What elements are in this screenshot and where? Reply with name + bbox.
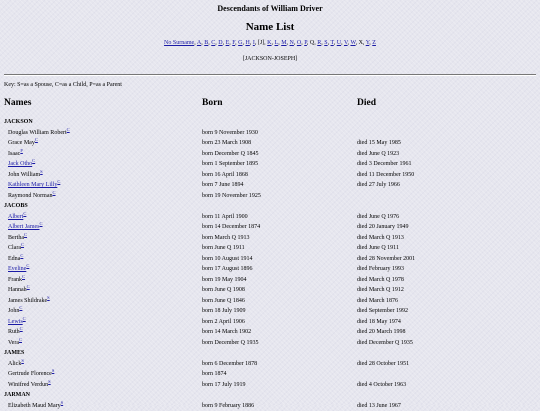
person-name: Gertrude Florence <box>8 371 52 377</box>
surname-heading: JARMAN <box>0 390 540 401</box>
alpha-nav-j: [J] <box>258 40 264 46</box>
born-cell: born 11 April 1900 <box>202 212 248 223</box>
table-row <box>0 264 540 275</box>
alpha-nav-d[interactable]: D <box>218 40 222 46</box>
person-name-cell <box>8 159 35 170</box>
alpha-nav-separator: , <box>348 40 351 46</box>
table-row <box>0 401 540 411</box>
table-row <box>0 359 540 370</box>
alpha-nav-z[interactable]: Z <box>372 40 376 46</box>
alpha-nav-u[interactable]: U <box>337 40 341 46</box>
person-name[interactable]: Lewis <box>8 319 23 325</box>
born-cell: born 1 September 1895 <box>202 159 258 170</box>
role-link[interactable]: C <box>21 242 24 247</box>
died-cell: died 20 March 1998 <box>357 327 406 338</box>
person-name-cell <box>8 128 70 139</box>
alpha-nav-a[interactable]: A <box>197 40 201 46</box>
role-link[interactable]: C <box>19 337 22 342</box>
role-link[interactable]: C <box>67 127 70 132</box>
died-cell: died 20 January 1949 <box>357 222 409 233</box>
person-name: Frank <box>8 277 22 283</box>
died-cell: died 28 October 1951 <box>357 359 409 370</box>
alpha-nav-separator: , <box>194 40 197 46</box>
person-name: Edna <box>8 256 20 262</box>
alpha-nav-e[interactable]: E <box>226 40 230 46</box>
died-cell: died June Q 1923 <box>357 149 399 160</box>
died-cell: died 3 December 1961 <box>357 159 411 170</box>
alpha-nav-y[interactable]: Y <box>366 40 370 46</box>
alpha-nav-separator: , <box>301 40 304 46</box>
person-name: John <box>8 308 19 314</box>
born-cell: born 14 March 1902 <box>202 327 251 338</box>
role-link[interactable]: S <box>52 368 55 373</box>
alpha-nav-separator: , <box>278 40 281 46</box>
person-name-cell <box>8 233 27 244</box>
table-row <box>0 285 540 296</box>
born-cell: born December Q 1845 <box>202 149 258 160</box>
alpha-nav-x: X <box>359 40 363 46</box>
born-cell: born 19 May 1904 <box>202 275 247 286</box>
table-row <box>0 191 540 202</box>
person-name: John William <box>8 172 40 178</box>
alpha-nav-o[interactable]: O <box>297 40 301 46</box>
person-name: Winifred Verdun <box>8 382 48 388</box>
alpha-nav-separator: , <box>341 40 344 46</box>
name-list <box>0 117 540 411</box>
alpha-nav-f[interactable]: F <box>232 40 235 46</box>
table-row <box>0 327 540 338</box>
table-row <box>0 369 540 380</box>
died-cell: died March Q 1912 <box>357 285 404 296</box>
role-link[interactable]: C <box>19 305 22 310</box>
range-label: [JACKSON-JOSEPH] <box>0 56 540 62</box>
person-name-cell <box>8 338 22 349</box>
table-row <box>0 338 540 349</box>
person-name: Ruth <box>8 329 20 335</box>
born-cell: born 18 July 1909 <box>202 306 246 317</box>
person-name: Vera <box>8 340 19 346</box>
alpha-nav-separator: , <box>215 40 218 46</box>
alpha-nav-m[interactable]: M <box>281 40 286 46</box>
person-name-cell <box>8 401 63 411</box>
alpha-nav-separator: , <box>229 40 232 46</box>
person-name: Douglas William Robert <box>8 130 67 136</box>
person-name-cell <box>8 285 30 296</box>
alpha-nav-separator: , <box>272 40 275 46</box>
column-headers <box>0 98 540 110</box>
born-cell: born 7 June 1894 <box>202 180 244 191</box>
died-cell: died December Q 1935 <box>357 338 413 349</box>
role-link[interactable]: C <box>20 326 23 331</box>
died-cell: died 11 December 1950 <box>357 170 414 181</box>
died-cell: died 4 October 1963 <box>357 380 406 391</box>
role-link[interactable]: S <box>47 295 50 300</box>
person-name-cell <box>8 359 24 370</box>
alpha-nav-separator: , <box>294 40 297 46</box>
table-row <box>0 254 540 265</box>
alpha-nav-separator: , <box>314 40 317 46</box>
table-row <box>0 159 540 170</box>
person-name: James Shildrake <box>8 298 47 304</box>
died-cell: died 18 May 1974 <box>357 317 401 328</box>
person-name: Alick <box>8 361 21 367</box>
alpha-nav-n[interactable]: N <box>290 40 294 46</box>
alpha-nav-separator: , <box>363 40 366 46</box>
alpha-nav-i[interactable]: I <box>253 40 255 46</box>
alpha-nav-nosurname[interactable]: No Surname <box>164 40 194 46</box>
died-cell: died February 1993 <box>357 264 404 275</box>
surname-heading: JACOBS <box>0 201 540 212</box>
alphabet-nav <box>0 40 540 46</box>
role-link[interactable]: C <box>40 221 43 226</box>
page-title: Name List <box>0 21 540 33</box>
person-name[interactable]: Kathleen Mary Lilly <box>8 182 57 188</box>
person-name-cell <box>8 296 50 307</box>
role-link[interactable]: C <box>24 232 27 237</box>
born-cell: born 9 November 1930 <box>202 128 258 139</box>
role-link[interactable]: S <box>61 400 64 405</box>
born-cell: born 6 December 1878 <box>202 359 257 370</box>
table-row <box>0 212 540 223</box>
header-names: Names <box>4 98 31 108</box>
role-link[interactable]: C <box>53 190 56 195</box>
person-name-cell <box>8 212 26 223</box>
alpha-nav-separator: , <box>242 40 245 46</box>
alpha-nav-c[interactable]: C <box>211 40 215 46</box>
alpha-nav-separator: , <box>334 40 337 46</box>
alpha-nav-separator: , <box>250 40 253 46</box>
person-name: Grace May <box>8 140 35 146</box>
person-name[interactable]: Jack Otho <box>8 161 32 167</box>
born-cell: born 23 March 1908 <box>202 138 251 149</box>
died-cell: died June Q 1911 <box>357 243 399 254</box>
person-name[interactable]: Albert James <box>8 224 40 230</box>
born-cell: born 9 February 1886 <box>202 401 254 411</box>
alpha-nav-separator: , <box>223 40 226 46</box>
alpha-nav-k[interactable]: K <box>267 40 271 46</box>
key-legend: Key: S=as a Spouse, C=as a Child, P=as a Parent <box>4 82 122 88</box>
role-link[interactable]: C <box>57 179 60 184</box>
alpha-nav-separator: , <box>328 40 331 46</box>
alpha-nav-s[interactable]: S <box>324 40 327 46</box>
role-link[interactable]: C <box>27 284 30 289</box>
role-link[interactable]: S <box>48 379 51 384</box>
person-name[interactable]: Albert <box>8 214 23 220</box>
person-name-cell <box>8 380 51 391</box>
role-link[interactable]: C <box>35 137 38 142</box>
surname-heading: JAMES <box>0 348 540 359</box>
born-cell: born 17 August 1896 <box>202 264 253 275</box>
table-row <box>0 380 540 391</box>
header-born: Born <box>202 98 223 108</box>
died-cell: died 27 July 1966 <box>357 180 400 191</box>
person-name-cell <box>8 264 29 275</box>
person-name-cell <box>8 138 38 149</box>
table-row <box>0 170 540 181</box>
table-row <box>0 275 540 286</box>
alpha-nav-separator: , <box>356 40 359 46</box>
alpha-nav-t[interactable]: T <box>331 40 334 46</box>
person-name-cell <box>8 149 23 160</box>
table-row <box>0 317 540 328</box>
divider <box>4 74 536 76</box>
alpha-nav-r[interactable]: R <box>317 40 321 46</box>
alpha-nav-separator: , <box>307 40 310 46</box>
table-row <box>0 222 540 233</box>
alpha-nav-h[interactable]: H <box>245 40 249 46</box>
person-name[interactable]: Eveline <box>8 266 26 272</box>
person-name-cell <box>8 275 25 286</box>
alpha-nav-separator: , <box>255 40 258 46</box>
alpha-nav-q: Q <box>310 40 314 46</box>
died-cell: died March 1876 <box>357 296 398 307</box>
table-row <box>0 128 540 139</box>
role-link[interactable]: C <box>23 211 26 216</box>
died-cell: died September 1992 <box>357 306 408 317</box>
person-name: Hannah <box>8 287 27 293</box>
alpha-nav-separator: , <box>264 40 267 46</box>
died-cell: died March Q 1913 <box>357 233 404 244</box>
role-link[interactable]: C <box>26 263 29 268</box>
died-cell: died 28 November 2001 <box>357 254 415 265</box>
alpha-nav-separator: , <box>208 40 211 46</box>
person-name: Clara <box>8 245 21 251</box>
born-cell: born 14 December 1874 <box>202 222 260 233</box>
person-name: Elizabeth Maud Mary <box>8 403 61 409</box>
role-link[interactable]: C <box>22 274 25 279</box>
role-link[interactable]: C <box>23 316 26 321</box>
alpha-nav-separator: , <box>287 40 290 46</box>
site-title: Descendants of William Driver <box>0 4 540 13</box>
person-name: Isaac <box>8 151 20 157</box>
table-row <box>0 149 540 160</box>
died-cell: died June Q 1976 <box>357 212 399 223</box>
table-row <box>0 306 540 317</box>
born-cell: born March Q 1913 <box>202 233 250 244</box>
born-cell: born 17 July 1919 <box>202 380 246 391</box>
role-link[interactable]: P <box>20 148 23 153</box>
died-cell: died 15 May 1985 <box>357 138 401 149</box>
role-link[interactable]: C <box>32 158 35 163</box>
alpha-nav-v[interactable]: V <box>344 40 348 46</box>
surname-heading: JACKSON <box>0 117 540 128</box>
born-cell: born 2 April 1906 <box>202 317 245 328</box>
alpha-nav-g[interactable]: G <box>238 40 242 46</box>
person-name-cell <box>8 254 23 265</box>
person-name-cell <box>8 306 22 317</box>
born-cell: born 10 August 1914 <box>202 254 253 265</box>
alpha-nav-separator: , <box>369 40 372 46</box>
person-name: Bertha <box>8 235 24 241</box>
born-cell: born 19 November 1925 <box>202 191 261 202</box>
born-cell: born June Q 1911 <box>202 243 245 254</box>
alpha-nav-p[interactable]: P <box>304 40 307 46</box>
person-name: Raymond Norman <box>8 193 53 199</box>
person-name-cell <box>8 191 56 202</box>
role-link[interactable]: C <box>20 253 23 258</box>
died-cell: died March Q 1978 <box>357 275 404 286</box>
born-cell: born December Q 1935 <box>202 338 258 349</box>
alpha-nav-separator: , <box>235 40 238 46</box>
alpha-nav-l[interactable]: L <box>275 40 279 46</box>
born-cell: born June Q 1908 <box>202 285 245 296</box>
table-row <box>0 138 540 149</box>
table-row <box>0 233 540 244</box>
table-row <box>0 180 540 191</box>
alpha-nav-w[interactable]: W <box>350 40 355 46</box>
alpha-nav-separator: , <box>321 40 324 46</box>
table-row <box>0 243 540 254</box>
table-row <box>0 296 540 307</box>
role-link[interactable]: S <box>40 169 43 174</box>
person-name-cell <box>8 170 43 181</box>
born-cell: born 16 April 1868 <box>202 170 248 181</box>
born-cell: born 1874 <box>202 369 227 380</box>
header-died: Died <box>357 98 376 108</box>
died-cell: died 13 June 1967 <box>357 401 401 411</box>
person-name-cell <box>8 317 26 328</box>
alpha-nav-b[interactable]: B <box>204 40 208 46</box>
role-link[interactable]: S <box>21 358 24 363</box>
alpha-nav-separator: , <box>201 40 204 46</box>
born-cell: born June Q 1846 <box>202 296 245 307</box>
